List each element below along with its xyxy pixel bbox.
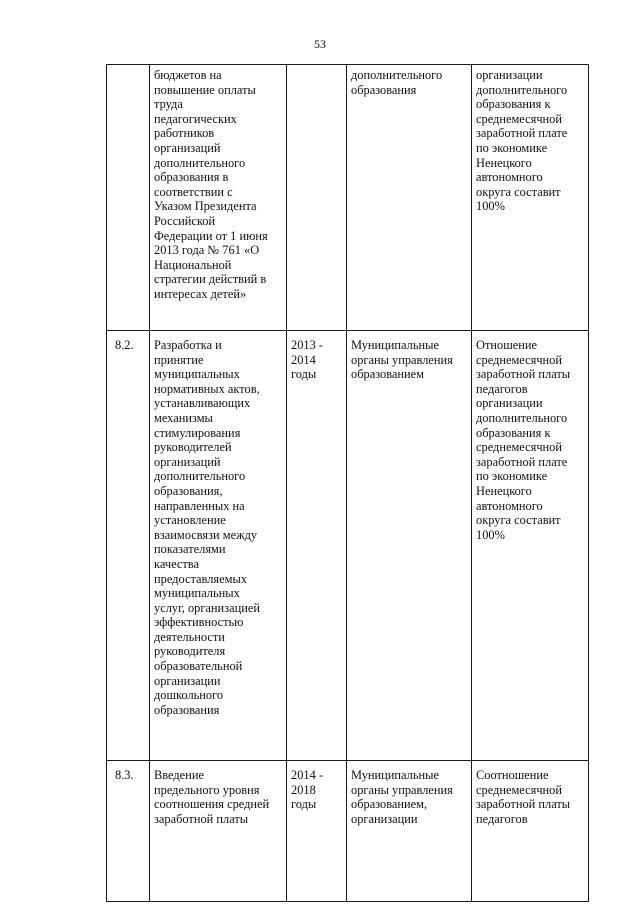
result-cell: Отношение среднемесячной заработной платы педагогов организации дополнительного образования к среднемесячной заработной плате по экономике Ненецкого автономного округа составит 100% — [472, 331, 589, 761]
period-cell: 2014 - 2018 годы — [287, 761, 347, 902]
responsible-cell: Муниципальные органы управления образованием, организации — [347, 761, 472, 902]
row-number-cell: 8.3. — [107, 761, 150, 902]
activity-cell: Введение предельного уровня соотношения средней заработной платы — [150, 761, 287, 902]
table-row — [107, 65, 589, 331]
measures-table — [106, 64, 589, 902]
page-number: 53 — [314, 37, 326, 51]
result-cell: организации дополнительного образования к среднемесячной заработной плате по экономике Ненецкого автономного округа составит 100% — [472, 65, 589, 331]
period-cell — [287, 65, 347, 331]
responsible-cell: дополнительного образования — [347, 65, 472, 331]
activity-cell: бюджетов на повышение оплаты труда педагогических работников организаций дополнительного образования в соответствии с Указом Президента Российской Федерации от 1 июня 2013 года № 761 «О Национальной стратегии действий в интересах детей» — [150, 65, 287, 331]
activity-cell: Разработка и принятие муниципальных нормативных актов, устанавливающих механизмы стимулирования руководителей организаций дополнительного образования, направленных на установление взаимосвязи между показателями качества предоставляемых муниципальных услуг, организацией эффективностью деятельности руководителя образовательной организации дошкольного образования — [150, 331, 287, 761]
row-number-cell: 8.2. — [107, 331, 150, 761]
period-cell: 2013 - 2014 годы — [287, 331, 347, 761]
table-row — [107, 331, 589, 761]
responsible-cell: Муниципальные органы управления образованием — [347, 331, 472, 761]
row-number-cell — [107, 65, 150, 331]
table-row — [107, 761, 589, 902]
result-cell: Соотношение среднемесячной заработной платы педагогов — [472, 761, 589, 902]
